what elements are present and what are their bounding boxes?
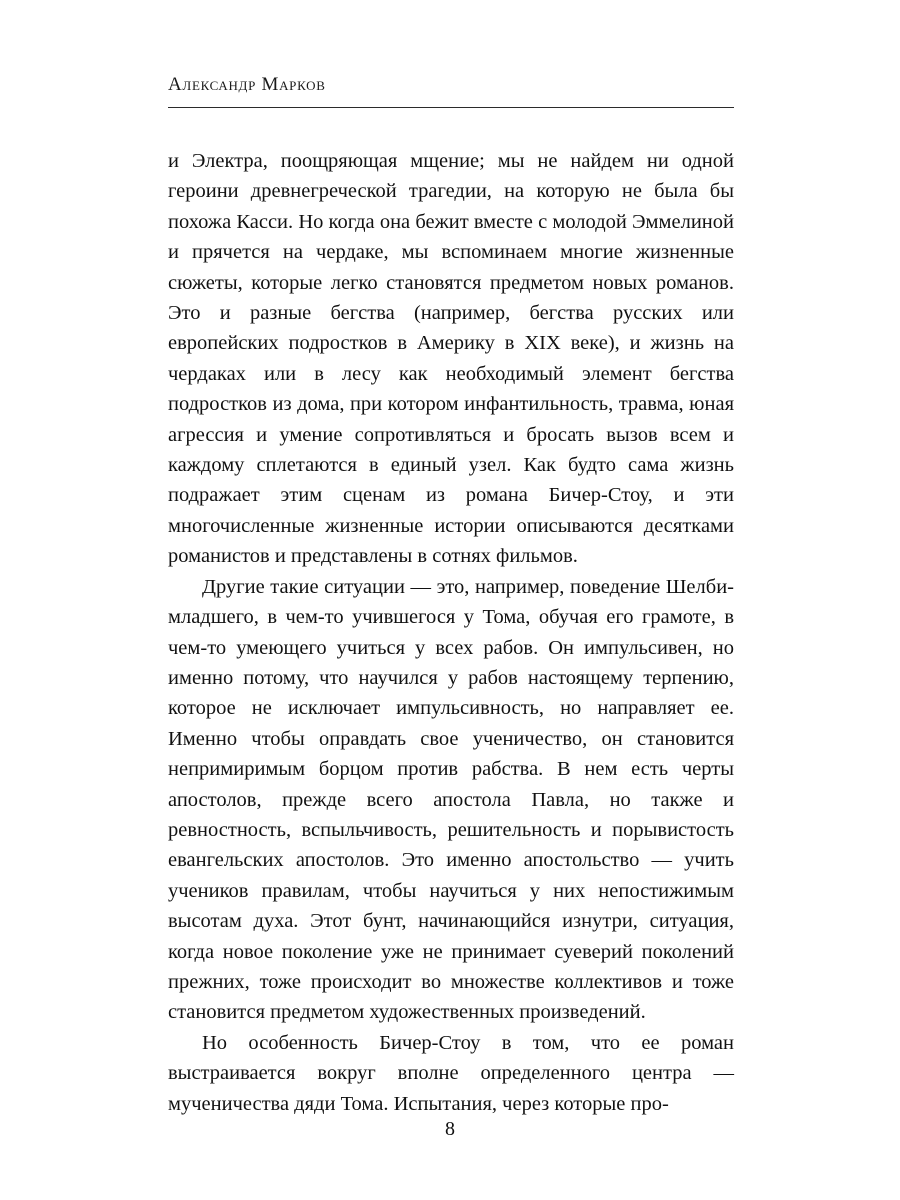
paragraph: и Электра, поощряющая мщение; мы не найдем ни одной героини древнегреческой трагедии, на которую не была бы похожа Касси. Но когда она бежит вместе с молодой Эммелиной и прячется на чердаке, мы вспоминаем многие жизненные сюжеты, которые легко становятся предметом новых романов. Это и разные бегства (например, бегства русских или европейских подростков в Америку в XIX веке), и жизнь на чердаках или в лесу как необходимый элемент бегства подростков из дома, при котором инфантильность, травма, юная агрессия и умение сопротивляться и бросать вызов всем и каждому сплетаются в единый узел. Как будто сама жизнь подражает этим сценам из романа Бичер-Стоу, и эти многочисленные жизненные истории описываются десятками романистов и представлены в сотнях фильмов. (168, 150, 734, 568)
paragraph: Но особенность Бичер-Стоу в том, что ее роман выстраивается вокруг вполне определенного центра — мученичества дяди Тома. Испытания, через которые про- (168, 1031, 734, 1115)
running-head-author: Александр Марков (168, 74, 326, 95)
page-content (168, 74, 734, 1119)
page-number: 8 (445, 1118, 455, 1140)
header-divider (168, 107, 734, 108)
paragraph: Другие такие ситуации — это, например, поведение Шелби-младшего, в чем-то учившегося у Тома, обучая его грамоте, в чем-то умеющего учиться у всех рабов. Он импульсивен, но именно потому, что научился у рабов настоящему терпению, которое не исключает импульсивность, но направляет ее. Именно чтобы оправдать свое ученичество, он становится непримиримым борцом против рабства. В нем есть черты апостолов, прежде всего апостола Павла, но также и ревностность, вспыльчивость, решительность и порывистость евангельских апостолов. Это именно апостольство — учить учеников правилам, чтобы научиться у них непостижимым высотам духа. Этот бунт, начинающийся изнутри, ситуация, когда новое поколение уже не принимает суеверий поколений прежних, тоже происходит во множестве коллективов и тоже становится предметом художественных произведений. (168, 575, 734, 1024)
body-text (168, 146, 734, 1119)
